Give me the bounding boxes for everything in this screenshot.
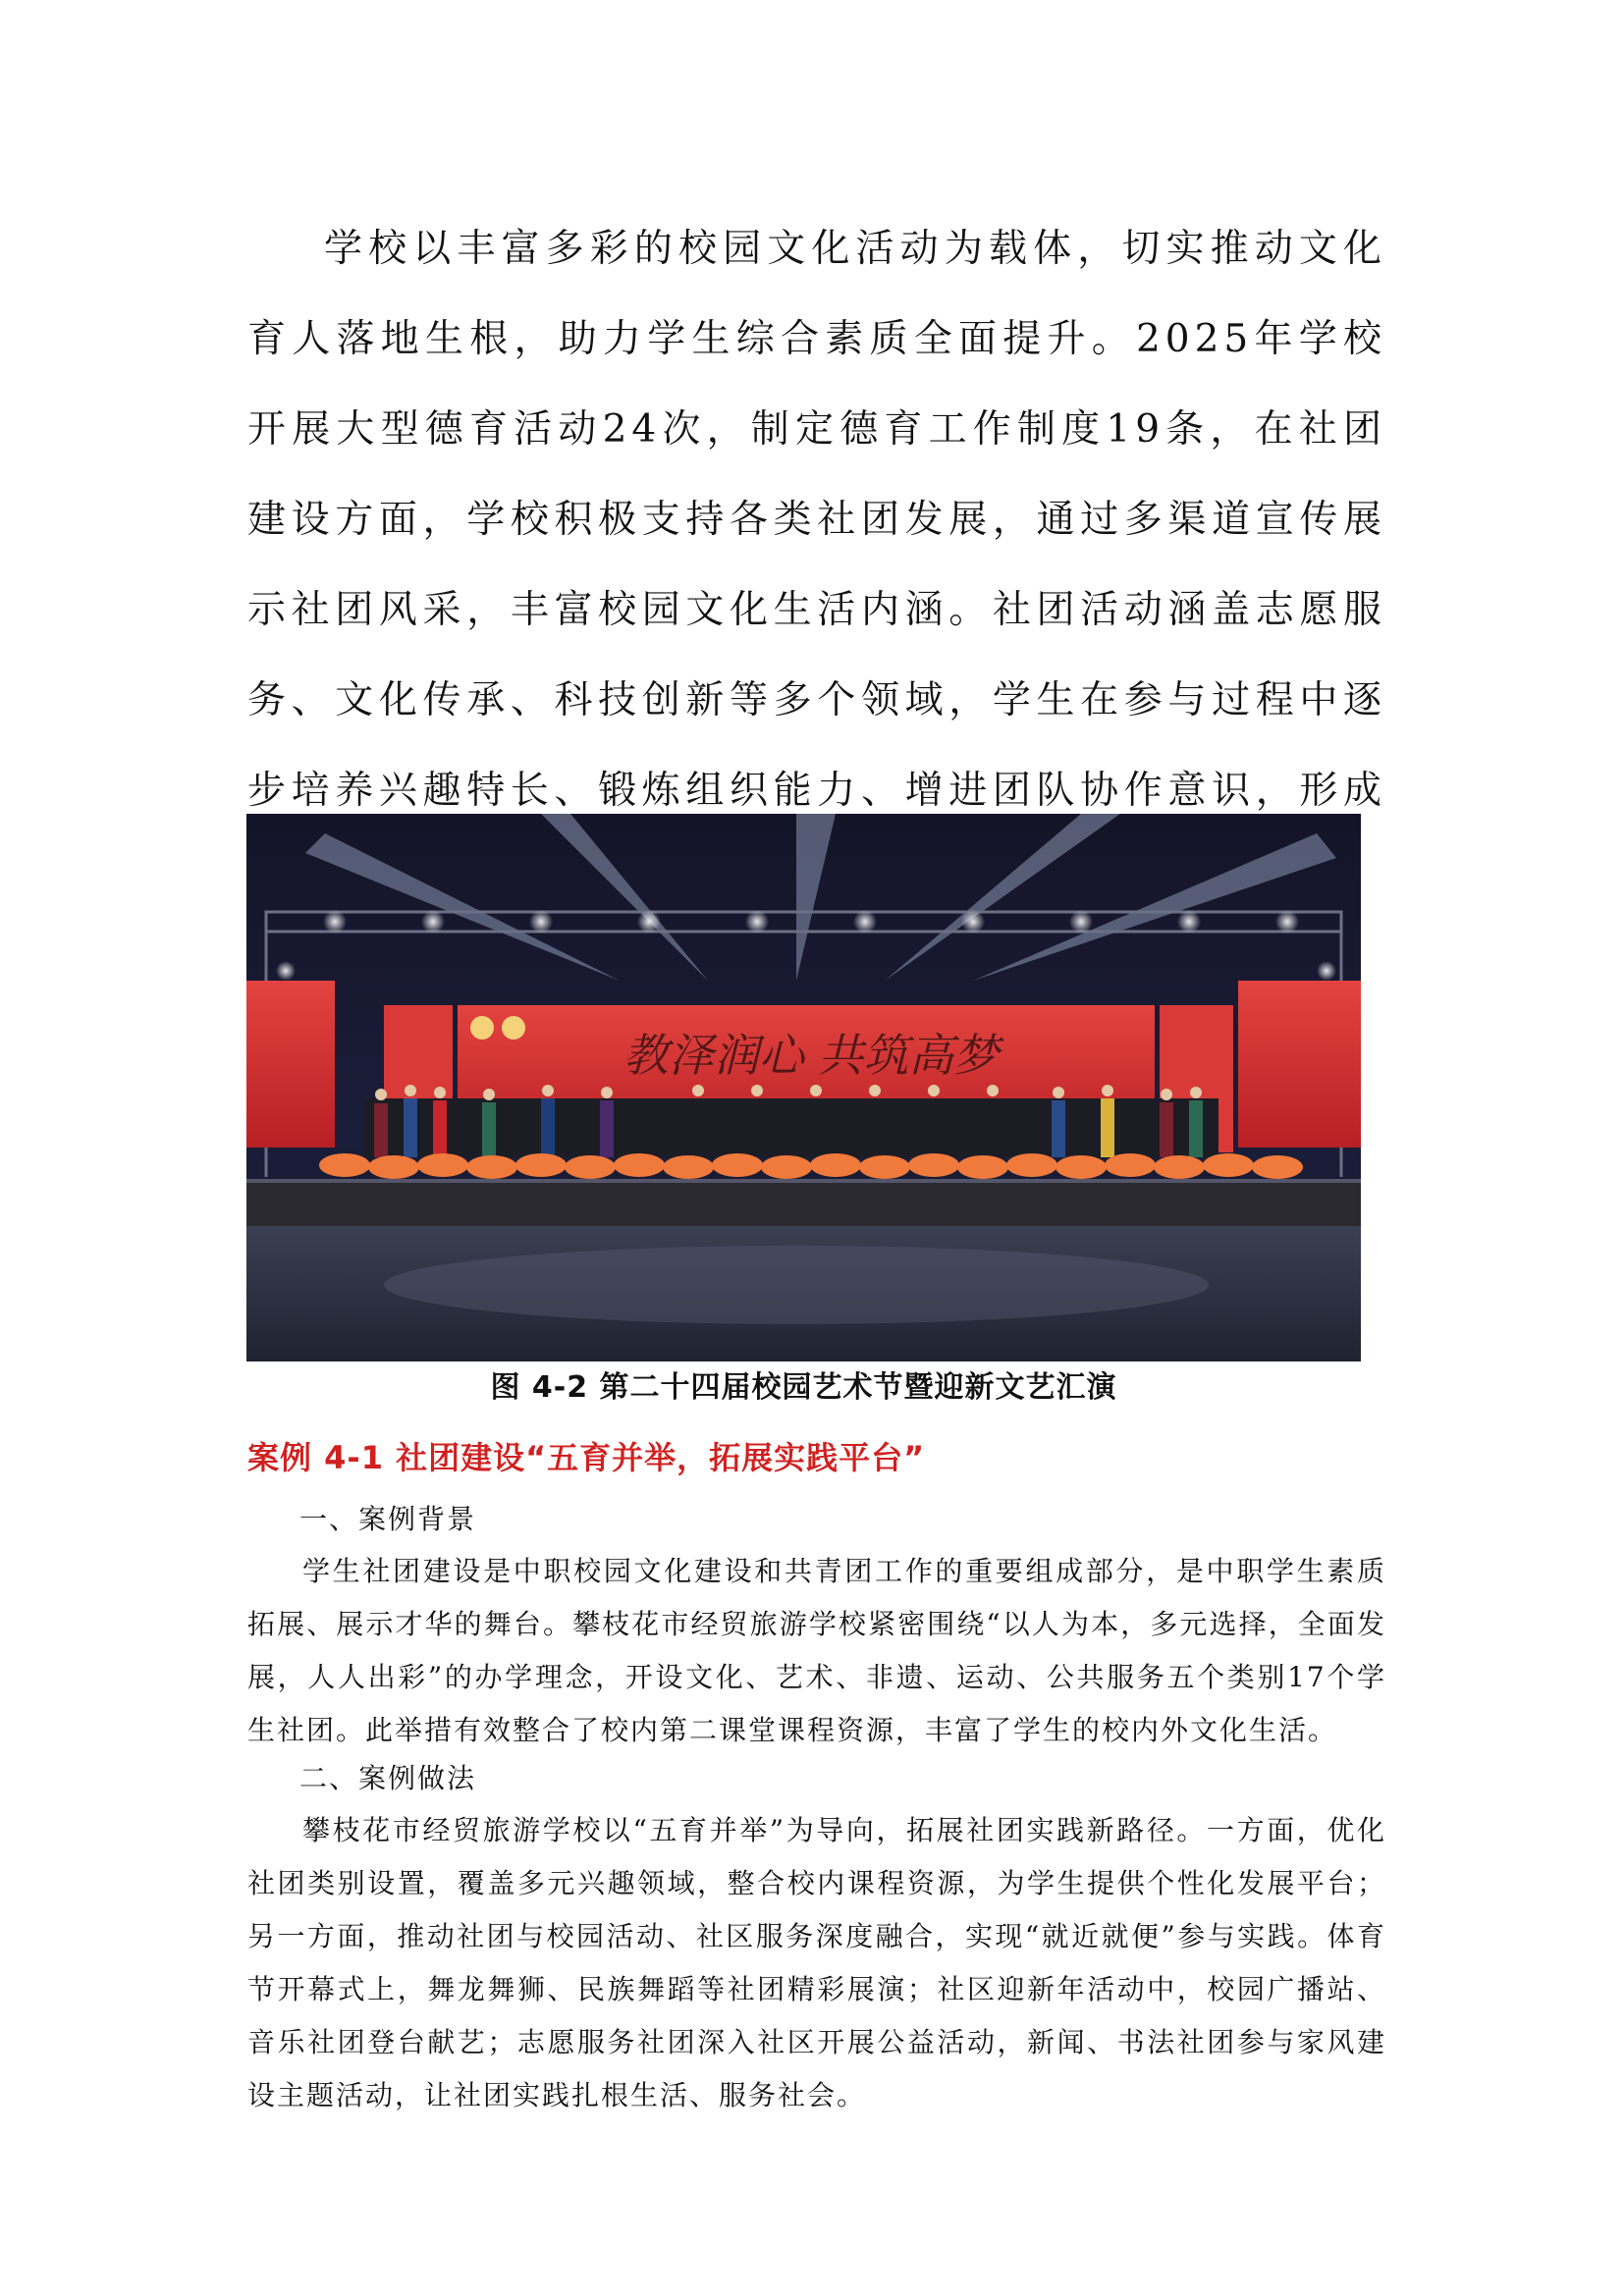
intro-paragraph: 学校以丰富多彩的校园文化活动为载体，切实推动文化育人落地生根，助力学生综合素质全面提升。2025年学校开展大型德育活动24次，制定德育工作制度19条，在社团建设方面，学校积极支持各类社团发展，通过多渠道宣传展示社团风采，丰富校园文化生活内涵。社团活动涵盖志愿服务、文化传承、科技创新等多个领域，学生在参与过程中逐步培养兴趣特长、锻炼组织能力、增进团队协作意识，形成 (247, 227, 1386, 813)
section-heading-practice: 二、案例做法 (299, 1762, 477, 1794)
stage-photo-illustration (246, 814, 1361, 1362)
figure-caption: 图 4-2 第二十四届校园艺术节暨迎新文艺汇演 (490, 1370, 1117, 1405)
section-background-text: 学生社团建设是中职校园文化建设和共青团工作的重要组成部分，是中职学生素质拓展、展示才华的舞台。攀枝花市经贸旅游学校紧密围绕“以人为本，多元选择，全面发展，人人出彩”的办学理念，开设文化、艺术、非遗、运动、公共服务五个类别17个学生社团。此举措有效整合了校内第二课堂课程资源，丰富了学生的校内外文化生活。 (247, 1555, 1386, 1746)
case-title: 案例 4-1 社团建设“五育并举，拓展实践平台” (247, 1439, 926, 1476)
stage-performance-photo (246, 814, 1361, 1362)
stage-banner-text: 教泽润心 共筑高梦 (623, 1029, 1000, 1082)
section-practice-text: 攀枝花市经贸旅游学校以“五育并举”为导向，拓展社团实践新路径。一方面，优化社团类别设置，覆盖多元兴趣领域，整合校内课程资源，为学生提供个性化发展平台；另一方面，推动社团与校园活动、社区服务深度融合，实现“就近就便”参与实践。体育节开幕式上，舞龙舞狮、民族舞蹈等社团精彩展演；社区迎新年活动中，校园广播站、音乐社团登台献艺；志愿服务社团深入社区开展公益活动，新闻、书法社团参与家风建设主题活动，让社团实践扎根生活、服务社会。 (247, 1814, 1386, 2111)
section-heading-background: 一、案例背景 (299, 1503, 477, 1535)
